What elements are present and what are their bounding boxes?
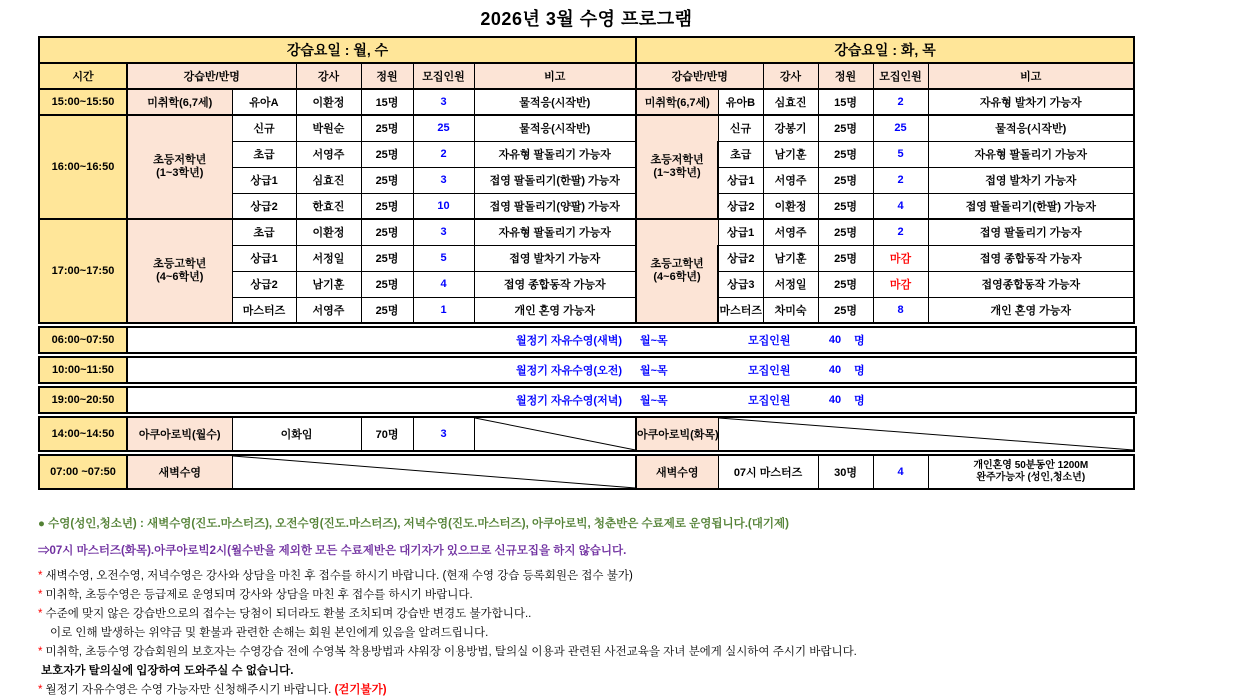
- time-cell: 17:00~17:50: [39, 219, 127, 323]
- note-line-1: * 새벽수영, 오전수영, 저녁수영은 강사와 상담을 마친 후 접수를 하시기 바랍니다. (현재 수영 강습 등록회원은 접수 불가): [38, 570, 633, 582]
- recruit-header-left: 모집인원: [413, 63, 474, 89]
- instructor-cell: 박원순: [296, 115, 361, 141]
- instructor-cell: 서정일: [296, 245, 361, 271]
- dawn-row: [39, 455, 1134, 489]
- free-row: [39, 357, 1136, 383]
- instructor-cell: 서영주: [763, 167, 818, 193]
- instructor-cell: 서정일: [763, 271, 818, 297]
- capacity-cell: 25명: [818, 167, 873, 193]
- recruit-label: 모집인원: [748, 395, 791, 407]
- level-cell: 상급2: [718, 193, 763, 219]
- note-line-4: 이로 인해 발생하는 위약금 및 환불과 관련한 손해는 회원 본인에게 있음을 알려드립니다.: [50, 627, 489, 639]
- group-cell: 초등저학년 (1~3학년): [636, 115, 718, 219]
- group-cell: 아쿠아로빅(월수): [127, 417, 232, 451]
- instructor-cell: 남기훈: [296, 271, 361, 297]
- free-swim-days: 월~목: [640, 395, 668, 407]
- instructor-cell: 서영주: [763, 219, 818, 245]
- group-cell: 새벽수영: [636, 455, 718, 489]
- capacity-cell: 25명: [818, 193, 873, 219]
- level-cell: 상급1: [232, 245, 296, 271]
- note-cell: 개인혼영 50분동안 1200M 완주가능자 (성인,청소년): [928, 455, 1134, 489]
- schedule-table-main: [38, 36, 1135, 324]
- capacity-cell: 25명: [361, 167, 413, 193]
- class-header-left: 강습반/반명: [127, 63, 296, 89]
- level-cell: 신규: [232, 115, 296, 141]
- free-swim-label: 월정기 자유수영(오전): [515, 365, 622, 377]
- group-cell: 초등고학년 (4~6학년): [636, 219, 718, 323]
- level-cell: 신규: [718, 115, 763, 141]
- footer-notes: [38, 516, 1239, 698]
- level-cell: 상급1: [232, 167, 296, 193]
- recruit-cell: 5: [873, 141, 928, 167]
- capacity-cell: 25명: [361, 297, 413, 323]
- instructor-cell: 한효진: [296, 193, 361, 219]
- note-line-2: * 미취학, 초등수영은 등급제로 운영되며 강사와 상담을 마친 후 접수를 하시기 바랍니다.: [38, 589, 473, 601]
- recruit-cell: 3: [413, 167, 474, 193]
- level-cell: 상급2: [232, 271, 296, 297]
- free-row: [39, 327, 1136, 353]
- diagonal-line: [475, 418, 636, 450]
- instructor-header-right: 강사: [763, 63, 818, 89]
- note-cell: 접영 발차기 가능자: [474, 245, 636, 271]
- instructor-cell: 이환정: [296, 219, 361, 245]
- instructor-cell: 서영주: [296, 141, 361, 167]
- note-green-line: ● 수영(성인,청소년) : 새벽수영(진도.마스터즈), 오전수영(진도.마스터즈), 저녁수영(진도.마스터즈), 아쿠아로빅, 청춘반은 수료제로 운영됩니다.(대기제): [38, 518, 789, 530]
- time-cell: 19:00~20:50: [39, 387, 127, 413]
- free-swim-cell: [127, 327, 1136, 353]
- capacity-cell: 25명: [361, 193, 413, 219]
- group-cell: 미취학(6,7세): [636, 89, 718, 115]
- diagonal-na-cell: [718, 417, 1134, 451]
- level-cell: 상급3: [718, 271, 763, 297]
- aqua-row: [39, 417, 1134, 451]
- note-header-left: 비고: [474, 63, 636, 89]
- instructor-cell: 이화임: [232, 417, 361, 451]
- time-cell: 16:00~16:50: [39, 115, 127, 219]
- recruit-label: 모집인원: [748, 335, 791, 347]
- note-cell: 접영 팔돌리기(양팔) 가능자: [474, 193, 636, 219]
- free-swim-days: 월~목: [640, 335, 668, 347]
- note-header-right: 비고: [928, 63, 1134, 89]
- dawn-swim-table: [38, 454, 1135, 490]
- note-cell: 접영 팔돌리기(한팔) 가능자: [474, 167, 636, 193]
- recruit-cell: 3: [413, 219, 474, 245]
- note-cell: 접영 종합동작 가능자: [928, 245, 1134, 271]
- note-line-7: * 월정기 자유수영은 수영 가능자만 신청해주시기 바랍니다. (걷기불가): [38, 684, 387, 696]
- note-cell: 자유형 팔돌리기 가능자: [474, 219, 636, 245]
- recruit-cell: 5: [413, 245, 474, 271]
- free-swim-row-evening-table: [38, 386, 1137, 414]
- page-title: 2026년 3월 수영 프로그램: [480, 9, 693, 29]
- note-cell: 물적응(시작반): [474, 89, 636, 115]
- capacity-cell: 15명: [818, 89, 873, 115]
- level-cell: 유아A: [232, 89, 296, 115]
- instructor-cell: 서영주: [296, 297, 361, 323]
- diagonal-na-cell: [232, 455, 636, 489]
- note-line-3: * 수준에 맞지 않은 강습반으로의 접수는 당첨이 되더라도 환불 조치되며 강습반 변경도 불가합니다..: [38, 608, 532, 620]
- recruit-unit: 명: [854, 395, 865, 407]
- group-cell: 미취학(6,7세): [127, 89, 232, 115]
- recruit-cell: 2: [873, 219, 928, 245]
- group-cell: 초등저학년 (1~3학년): [127, 115, 232, 219]
- level-cell: 마스터즈: [232, 297, 296, 323]
- recruit-count: 40: [828, 394, 842, 406]
- level-cell: 상급2: [718, 245, 763, 271]
- instructor-cell: 심효진: [296, 167, 361, 193]
- capacity-cell: 25명: [361, 219, 413, 245]
- recruit-cell: 10: [413, 193, 474, 219]
- capacity-cell: 70명: [361, 417, 413, 451]
- instructor-cell: 차미숙: [763, 297, 818, 323]
- recruit-cell: 8: [873, 297, 928, 323]
- time-cell: 14:00~14:50: [39, 417, 127, 451]
- recruit-label: 모집인원: [748, 365, 791, 377]
- capacity-cell: 15명: [361, 89, 413, 115]
- recruit-cell: 2: [873, 89, 928, 115]
- note-cell: 접영종합동작 가능자: [928, 271, 1134, 297]
- recruit-cell-closed: 마감: [873, 271, 928, 297]
- row-1500: [39, 89, 1134, 115]
- left-day-header: 강습요일 : 월, 수: [39, 37, 636, 63]
- instructor-header-left: 강사: [296, 63, 361, 89]
- free-swim-cell: [127, 387, 1136, 413]
- capacity-cell: 25명: [818, 219, 873, 245]
- time-cell: 06:00~07:50: [39, 327, 127, 353]
- capacity-cell: 25명: [818, 297, 873, 323]
- recruit-cell: 4: [873, 193, 928, 219]
- recruit-cell: 25: [873, 115, 928, 141]
- note-cell: 자유형 팔돌리기 가능자: [474, 141, 636, 167]
- recruit-cell: 1: [413, 297, 474, 323]
- capacity-cell: 25명: [361, 141, 413, 167]
- recruit-count: 40: [828, 364, 842, 376]
- time-header: 시간: [39, 63, 127, 89]
- level-cell: 초급: [232, 219, 296, 245]
- recruit-unit: 명: [854, 365, 865, 377]
- note-cell: 자유형 팔돌리기 가능자: [928, 141, 1134, 167]
- note-cell: 접영 팔돌리기 가능자: [928, 219, 1134, 245]
- level-cell: 마스터즈: [718, 297, 763, 323]
- capacity-header-right: 정원: [818, 63, 873, 89]
- capacity-cell: 30명: [818, 455, 873, 489]
- capacity-cell: 25명: [818, 271, 873, 297]
- schedule-area: [38, 36, 1137, 490]
- level-cell: 상급1: [718, 167, 763, 193]
- capacity-cell: 25명: [361, 245, 413, 271]
- day-header-row: [39, 37, 1134, 63]
- instructor-cell: 남기훈: [763, 141, 818, 167]
- group-cell: 새벽수영: [127, 455, 232, 489]
- free-swim-label: 월정기 자유수영(새벽): [515, 335, 622, 347]
- free-swim-row-morning-table: [38, 356, 1137, 384]
- note-cell: 자유형 발차기 가능자: [928, 89, 1134, 115]
- class-header-right: 강습반/반명: [636, 63, 763, 89]
- capacity-cell: 25명: [361, 271, 413, 297]
- note-cell: 접영 팔돌리기(한팔) 가능자: [928, 193, 1134, 219]
- recruit-cell: 2: [873, 167, 928, 193]
- level-cell: 초급: [232, 141, 296, 167]
- note-cell: 접영 발차기 가능자: [928, 167, 1134, 193]
- capacity-header-left: 정원: [361, 63, 413, 89]
- free-swim-days: 월~목: [640, 365, 668, 377]
- level-cell: 초급: [718, 141, 763, 167]
- recruit-cell-closed: 마감: [873, 245, 928, 271]
- recruit-cell: 2: [413, 141, 474, 167]
- note-cell: 물적응(시작반): [474, 115, 636, 141]
- level-cell: 상급1: [718, 219, 763, 245]
- capacity-cell: 25명: [818, 115, 873, 141]
- note-cell: 개인 혼영 가능자: [928, 297, 1134, 323]
- row-1600-1: [39, 115, 1134, 141]
- aqua-robics-table: [38, 416, 1135, 452]
- free-swim-row-dawn-table: [38, 326, 1137, 354]
- capacity-cell: 25명: [361, 115, 413, 141]
- instructor-cell: 남기훈: [763, 245, 818, 271]
- note-line-6: 보호자가 탈의실에 입장하여 도와주실 수 없습니다.: [41, 665, 294, 677]
- right-day-header: 강습요일 : 화, 목: [636, 37, 1134, 63]
- capacity-cell: 25명: [818, 245, 873, 271]
- swim-program-page: [0, 5, 1239, 696]
- time-cell: 15:00~15:50: [39, 89, 127, 115]
- free-row: [39, 387, 1136, 413]
- recruit-count: 40: [828, 334, 842, 346]
- instructor-cell: 07시 마스터즈: [718, 455, 818, 489]
- instructor-cell: 심효진: [763, 89, 818, 115]
- recruit-cell: 3: [413, 417, 474, 451]
- group-cell: 아쿠아로빅(화목): [636, 417, 718, 451]
- note-cell: 개인 혼영 가능자: [474, 297, 636, 323]
- row-1700-1: [39, 219, 1134, 245]
- recruit-header-right: 모집인원: [873, 63, 928, 89]
- instructor-cell: 이환정: [763, 193, 818, 219]
- note-cell: 접영 종합동작 가능자: [474, 271, 636, 297]
- note-purple-line: ⇒07시 마스터즈(화목).아쿠아로빅2시(월수반을 제외한 모든 수료제반은 대기자가 있으므로 신규모집을 하지 않습니다.: [38, 545, 627, 557]
- recruit-unit: 명: [854, 335, 865, 347]
- recruit-cell: 4: [413, 271, 474, 297]
- note-line-5: * 미취학, 초등수영 강습회원의 보호자는 수영강습 전에 수영복 착용방법과 샤워장 이용방법, 탈의실 이용과 관련된 사전교육을 자녀 분에게 실시하여 주시기 바랍니다.: [38, 646, 857, 658]
- time-cell: 10:00~11:50: [39, 357, 127, 383]
- diagonal-na-cell: [474, 417, 636, 451]
- instructor-cell: 이환정: [296, 89, 361, 115]
- diagonal-line: [233, 456, 636, 488]
- free-swim-label: 월정기 자유수영(저녁): [515, 395, 622, 407]
- time-cell: 07:00 ~07:50: [39, 455, 127, 489]
- recruit-cell: 25: [413, 115, 474, 141]
- free-swim-cell: [127, 357, 1136, 383]
- diagonal-line: [719, 418, 1134, 450]
- level-cell: 상급2: [232, 193, 296, 219]
- instructor-cell: 강봉기: [763, 115, 818, 141]
- capacity-cell: 25명: [818, 141, 873, 167]
- level-cell: 유아B: [718, 89, 763, 115]
- group-cell: 초등고학년 (4~6학년): [127, 219, 232, 323]
- recruit-cell: 4: [873, 455, 928, 489]
- column-header-row: [39, 63, 1134, 89]
- note-cell: 물적응(시작반): [928, 115, 1134, 141]
- recruit-cell: 3: [413, 89, 474, 115]
